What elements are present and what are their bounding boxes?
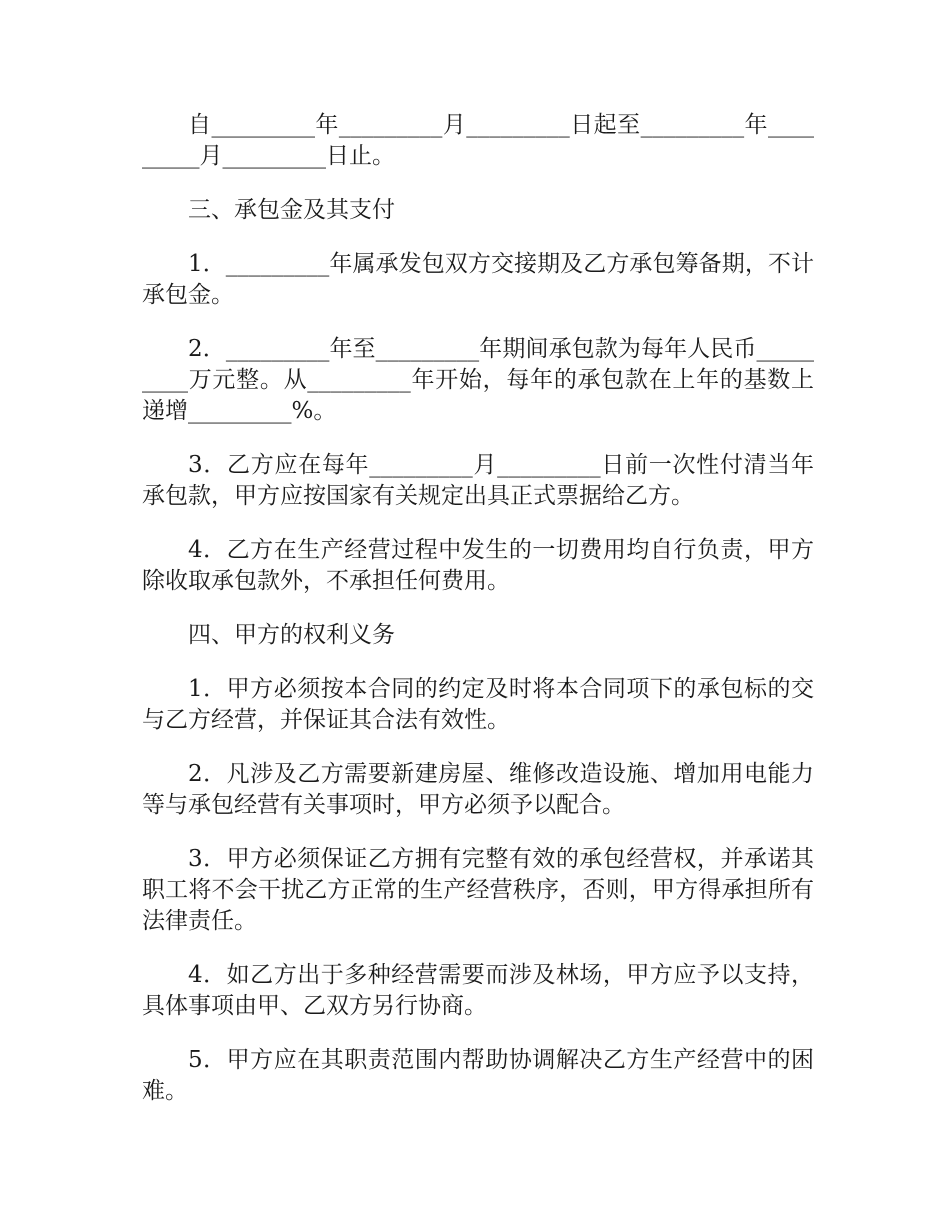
payment-clause-4: 4．乙方在生产经营过程中发生的一切费用均自行负责，甲方除收取承包款外，不承担任何费用。 [142,537,814,594]
payment-clause-3: 3．乙方应在每年_________月_________日前一次性付清当年承包款，甲方应按国家有关规定出具正式票据给乙方。 [142,452,814,509]
party-a-clause-3: 3．甲方必须保证乙方拥有完整有效的承包经营权，并承诺其职工将不会干扰乙方正常的生产经营秩序，否则，甲方得承担所有法律责任。 [142,846,814,934]
section-heading-payment: 三、承包金及其支付 [188,197,395,223]
party-a-clause-2: 2．凡涉及乙方需要新建房屋、维修改造设施、增加用电能力等与承包经营有关事项时，甲方必须予以配合。 [142,761,814,818]
payment-clause-2: 2．_________年至_________年期间承包款为每年人民币_________万元整。从_________年开始，每年的承包款在上年的基数上递增_________%。 [142,336,814,424]
party-a-clause-1: 1．甲方必须按本合同的约定及时将本合同项下的承包标的交与乙方经营，并保证其合法有效性。 [142,676,814,733]
payment-clause-1: 1．_________年属承发包双方交接期及乙方承包筹备期，不计承包金。 [142,251,814,308]
party-a-clause-5: 5．甲方应在其职责范围内帮助协调解决乙方生产经营中的困难。 [142,1047,814,1104]
party-a-clause-4: 4．如乙方出于多种经营需要而涉及林场，甲方应予以支持，具体事项由甲、乙双方另行协商。 [142,962,814,1019]
document-body [142,110,814,1130]
section-heading-party-a-rights: 四、甲方的权利义务 [188,622,395,648]
contract-term-paragraph: 自_________年_________月_________日起至_________年_________月_________日止。 [142,112,814,169]
